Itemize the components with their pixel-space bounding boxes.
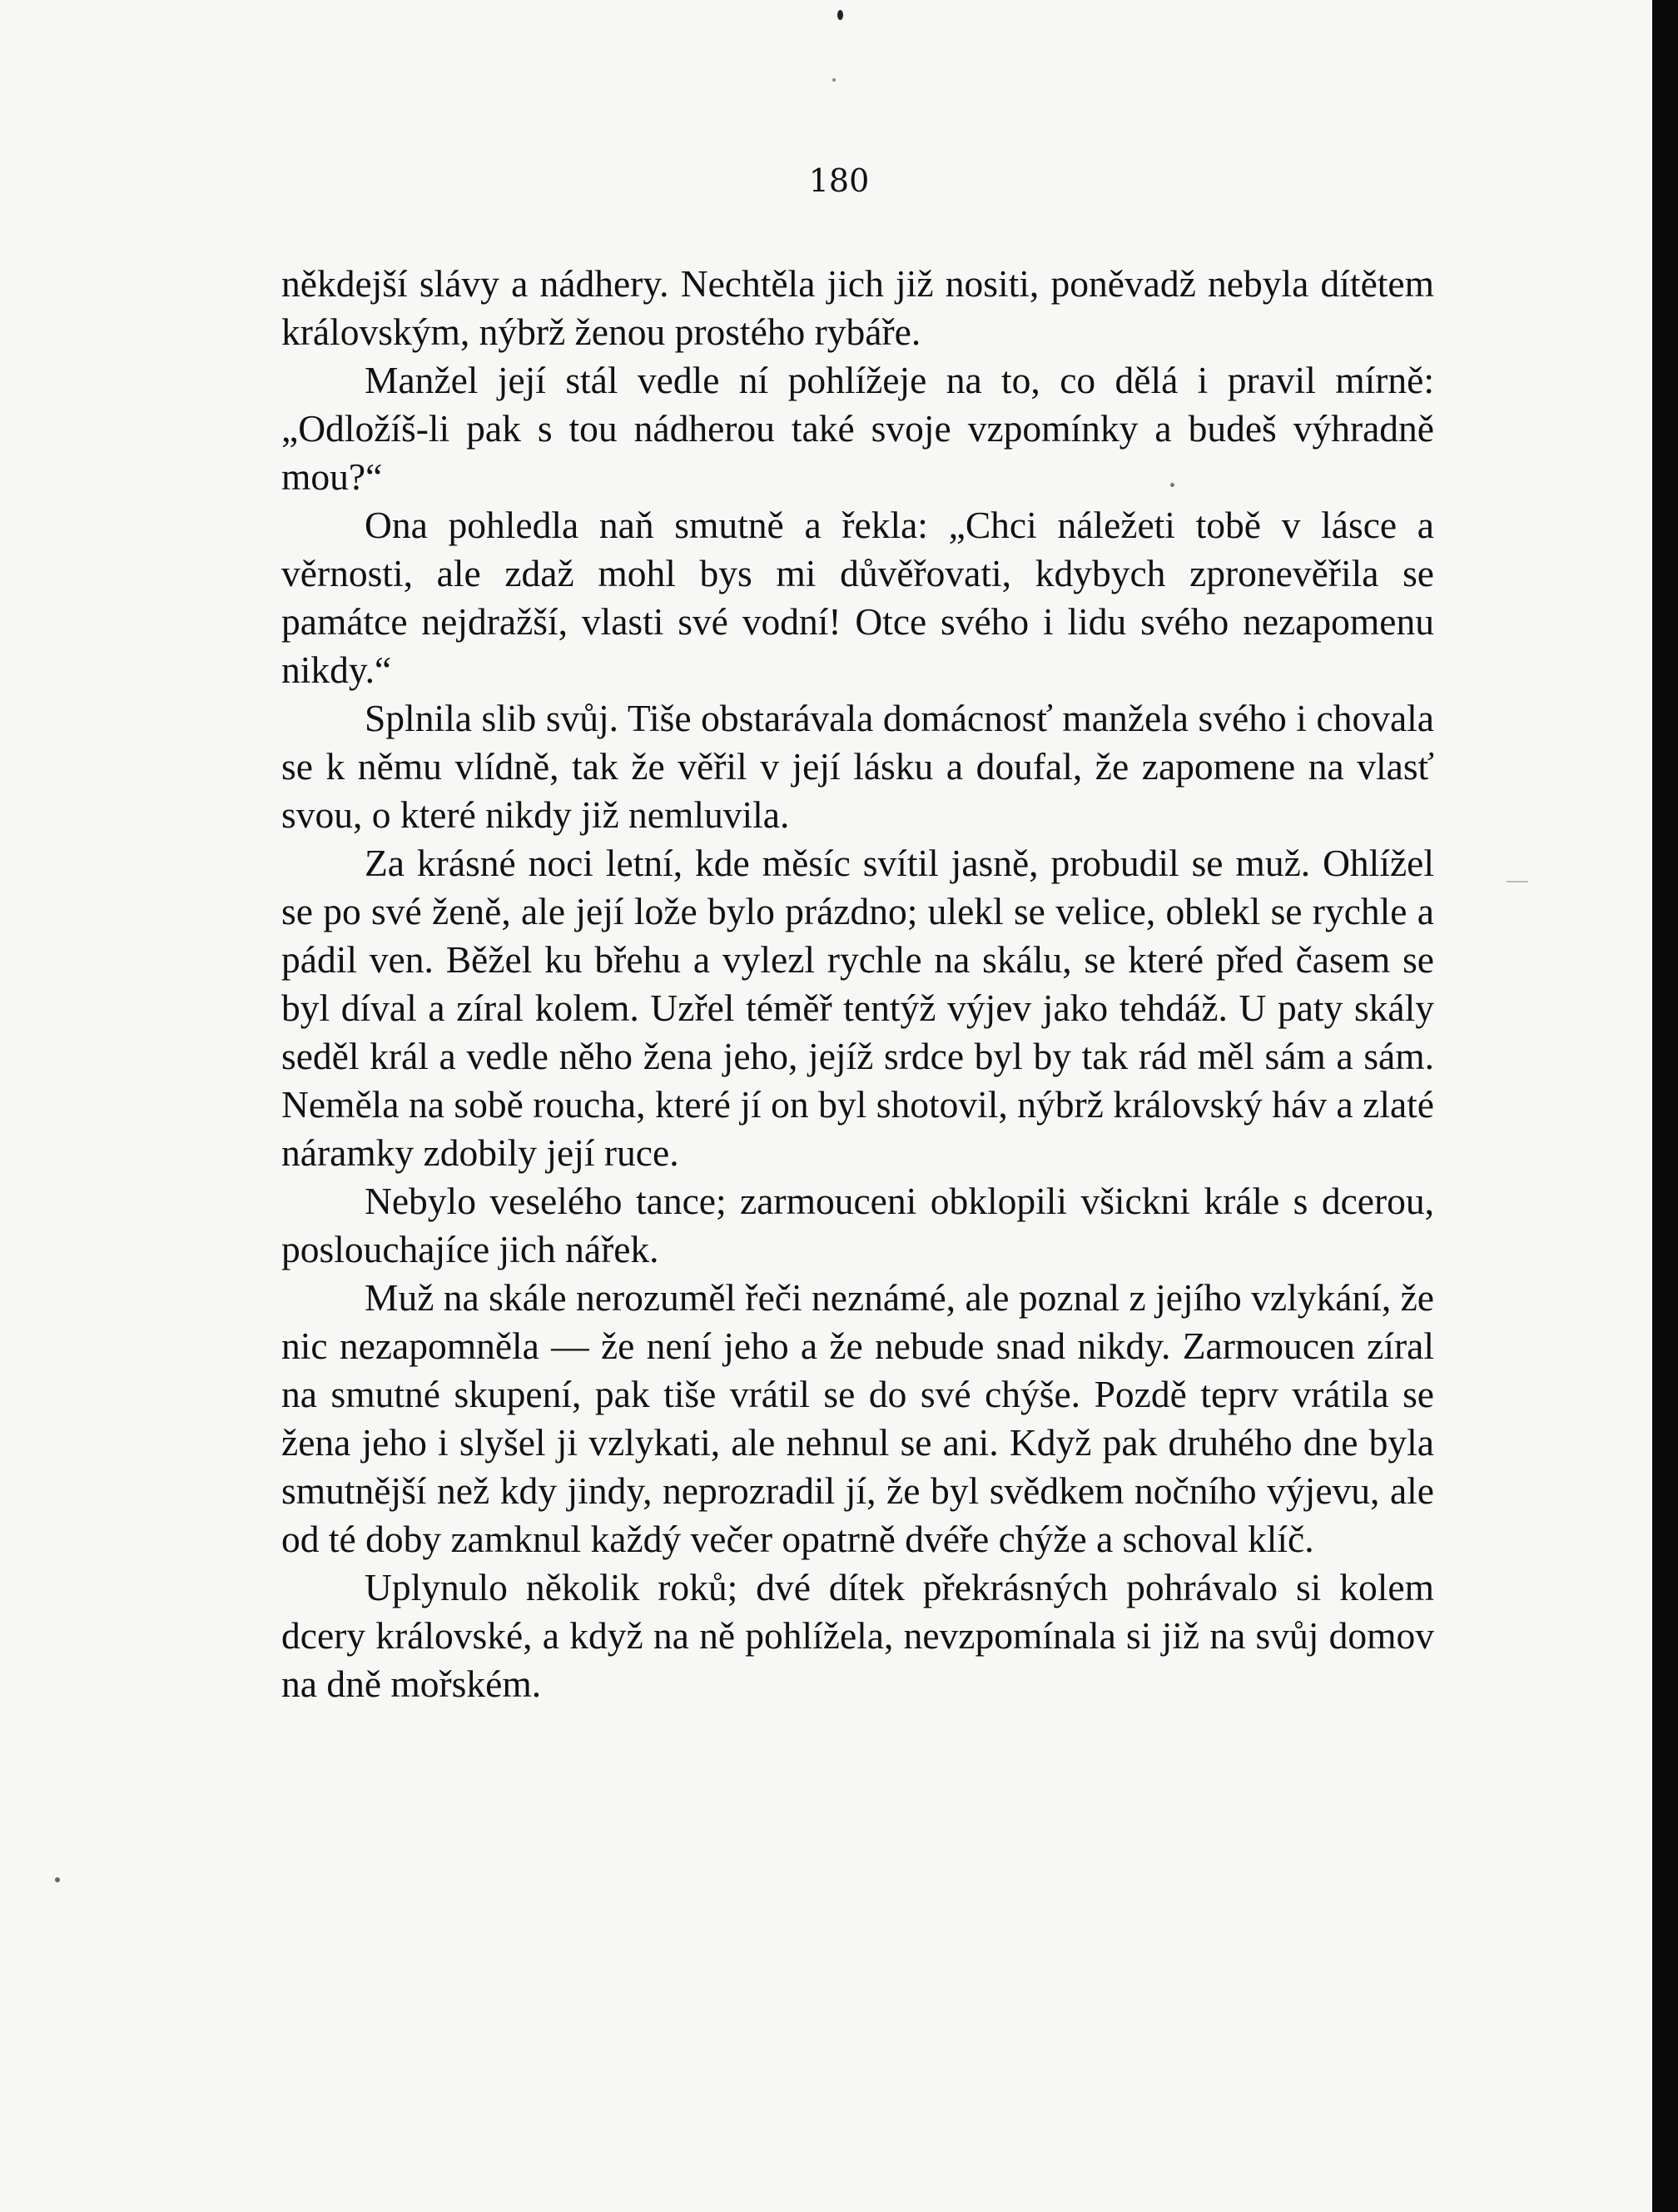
paragraph: Nebylo veselého tance; zarmouceni obklopili všickni krále s dcerou, poslouchajíce jich nářek. — [281, 1180, 1434, 1270]
paragraph: Manžel její stál vedle ní pohlížeje na to, co dělá i pravil mírně: „Odložíš-li pak s tou nádherou také svoje vzpomínky a budeš výhradně mou?“ — [281, 359, 1434, 498]
page-number: 180 — [808, 162, 870, 199]
paragraph: Muž na skále nerozuměl řeči neznámé, ale poznal z jejího vzlykání, že nic nezapomněla — že není jeho a že nebude snad nikdy. Zarmoucen zíral na smutné skupení, pak tiše vrátil se do své chýše. Pozdě teprv vrátila se žena jeho i slyšel ji vzlykati, ale nehnul se ani. Když pak druhého dne byla smutnější než kdy jindy, neprozradil jí, že byl svědkem nočního výjevu, ale od té doby zamknul každý večer opatrně dvéře chýže a schoval klíč. — [281, 1276, 1434, 1560]
paragraph: Za krásné noci letní, kde měsíc svítil jasně, probudil se muž. Ohlížel se po své ženě, ale její lože bylo prázdno; ulekl se velice, oblekl se rychle a pádil ven. Běžel ku břehu a vylezl rychle na skálu, se které před časem se byl díval a zíral kolem. Uzřel téměř tentýž výjev jako tehdáž. U paty skály seděl král a vedle něho žena jeho, jejíž srdce byl by tak rád měl sám a sám. Neměla na sobě roucha, které jí on byl shotovil, nýbrž královský háv a zlaté náramky zdobily její ruce. — [281, 842, 1434, 1174]
paragraph: Uplynulo několik roků; dvé dítek překrásných pohrávalo si kolem dcery královské, a když na ně pohlížela, nevzpomínala si již na svůj domov na dně mořském. — [281, 1566, 1434, 1705]
scan-speck — [837, 10, 843, 20]
scan-speck — [832, 78, 836, 82]
paragraph: někdejší slávy a nádhery. Nechtěla jich již nositi, poněvadž nebyla dítětem královským, nýbrž ženou prostého rybáře. — [281, 262, 1434, 353]
body-text — [281, 260, 1434, 1708]
scan-speck — [1507, 881, 1528, 882]
paragraph: Ona pohledla naň smutně a řekla: „Chci náležeti tobě v lásce a věrnosti, ale zdaž mohl bys mi důvěřovati, kdybych zpronevěřila se památce nejdražší, vlasti své vodní! Otce svého i lidu svého nezapomenu nikdy.“ — [281, 504, 1434, 691]
scan-border — [1652, 0, 1678, 2212]
scan-speck — [55, 1877, 60, 1882]
paragraph: Splnila slib svůj. Tiše obstarávala domácnosť manžela svého i chovala se k němu vlídně, tak že věřil v její lásku a doufal, že zapomene na vlasť svou, o které nikdy již nemluvila. — [281, 697, 1434, 836]
